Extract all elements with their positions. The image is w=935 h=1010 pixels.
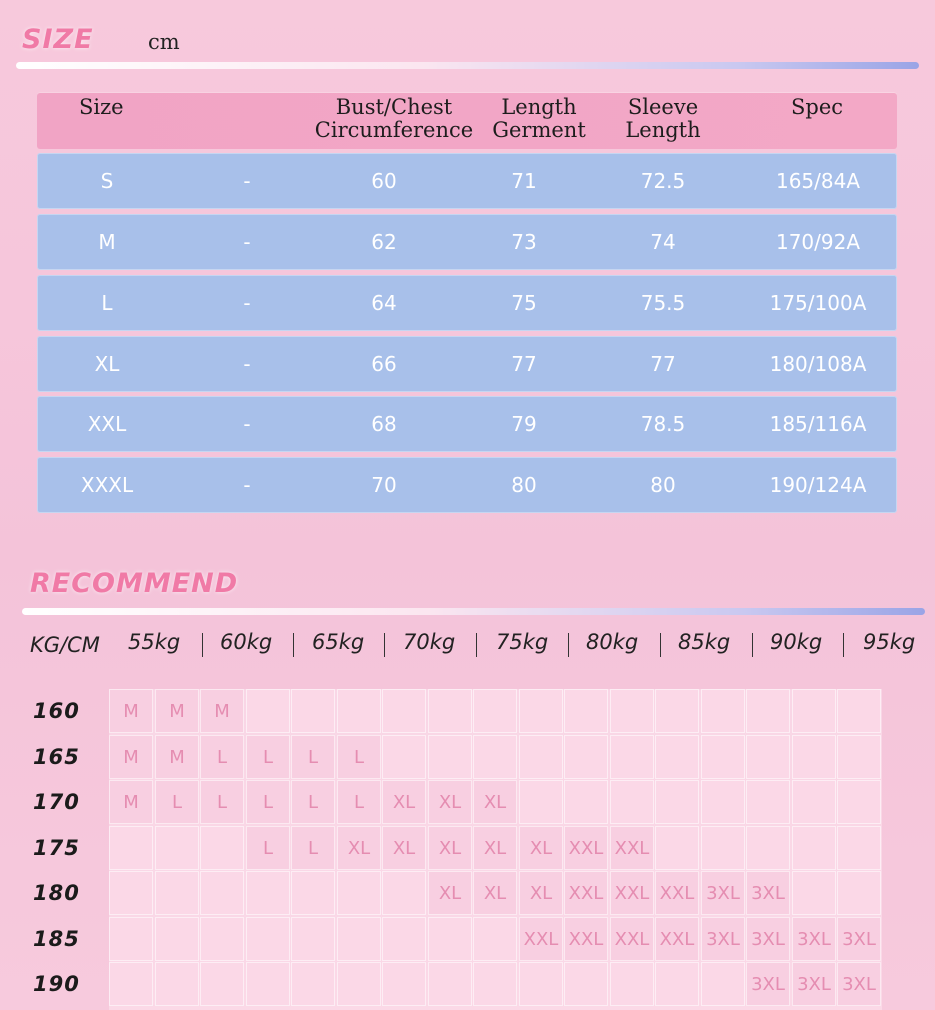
grid-cell [109,962,153,1006]
grid-cell: XL [428,826,472,870]
header-sleeve-line1: Sleeve [627,95,699,119]
grid-cell [291,689,335,733]
grid-cell [473,735,517,779]
grid-cell: L [291,735,335,779]
weight-label: 65kg [312,630,365,654]
cell-sleeve: 74 [650,230,676,254]
header-sleeve-line2: Length [625,118,701,142]
header-length-line2: Germent [492,118,586,142]
cell-dash: - [243,352,251,376]
grid-cell [792,826,836,870]
grid-cell: XXL [610,871,654,915]
cell-bust: 70 [371,473,397,497]
cell-spec: 180/108A [769,352,867,376]
grid-cell [610,780,654,824]
grid-cell: XXL [655,871,699,915]
weight-label: 70kg [403,630,456,654]
grid-cell [200,826,244,870]
grid-cell [200,962,244,1006]
cell-length: 71 [511,169,537,193]
cell-dash: - [243,291,251,315]
grid-cell [746,735,790,779]
grid-cell [428,962,472,1006]
grid-cell [382,735,426,779]
grid-cell [337,962,381,1006]
grid-cell [701,826,745,870]
grid-cell [519,780,563,824]
cell-sleeve: 77 [650,352,676,376]
weight-separator [293,633,294,657]
grid-cell [382,871,426,915]
grid-cell [610,689,654,733]
grid-cell [155,917,199,961]
weight-separator [752,633,753,657]
corner-label: KG/CM [30,633,100,657]
grid-cell [655,735,699,779]
unit-label: cm [148,30,180,54]
size-table-header [37,92,897,149]
grid-cell: XL [428,780,472,824]
grid-cell: XXL [610,917,654,961]
grid-cell [564,962,608,1006]
cell-spec: 170/92A [775,230,861,254]
grid-cell: 3XL [746,871,790,915]
grid-cell [837,871,881,915]
grid-cell [428,917,472,961]
grid-cell: 3XL [837,962,881,1006]
grid-cell [655,689,699,733]
cell-spec: 175/100A [769,291,867,315]
grid-cell: XL [382,826,426,870]
grid-cell: M [155,689,199,733]
grid-cell: L [291,826,335,870]
grid-cell [792,735,836,779]
cell-dash: - [243,473,251,497]
cell-sleeve: 72.5 [640,169,686,193]
weight-header-row [22,630,922,660]
weight-label: 60kg [220,630,273,654]
grid-cell: XL [519,871,563,915]
grid-cell [155,962,199,1006]
grid-cell: L [200,735,244,779]
grid-cell: M [109,689,153,733]
weight-label: 55kg [128,630,181,654]
cell-length: 79 [511,412,537,436]
recommend-section-title: RECOMMEND [30,568,239,599]
grid-cell: XL [428,871,472,915]
grid-cell [291,962,335,1006]
grid-cell [837,826,881,870]
height-label: 170 [33,790,80,814]
grid-cell [564,780,608,824]
size-row [37,275,897,331]
cell-spec: 185/116A [769,412,867,436]
grid-cell: XXL [564,871,608,915]
grid-cell [428,735,472,779]
grid-cell: M [155,735,199,779]
grid-cell [655,826,699,870]
header-length [487,96,591,142]
grid-cell [610,962,654,1006]
grid-cell [473,917,517,961]
grid-cell: L [200,780,244,824]
grid-cell [200,917,244,961]
grid-cell: L [337,780,381,824]
grid-cell [701,780,745,824]
grid-cell: XL [337,826,381,870]
weight-separator [202,633,203,657]
header-bust [309,96,479,142]
grid-cell: M [200,689,244,733]
cell-bust: 60 [371,169,397,193]
header-spec: Spec [790,95,844,119]
cell-spec: 165/84A [775,169,861,193]
cell-size: M [98,230,116,254]
cell-bust: 68 [371,412,397,436]
cell-size: L [101,291,113,315]
grid-cell [746,826,790,870]
grid-cell: XL [382,780,426,824]
grid-cell [792,780,836,824]
grid-cell: L [155,780,199,824]
cell-size: XXL [87,412,127,436]
size-row [37,214,897,270]
grid-cell: XL [473,871,517,915]
height-label: 180 [33,881,80,905]
size-row [37,457,897,513]
header-size: Size [79,95,124,119]
grid-cell [701,735,745,779]
grid-cell [200,871,244,915]
grid-cell [291,917,335,961]
cell-sleeve: 80 [650,473,676,497]
grid-cell: 3XL [746,962,790,1006]
grid-cell [246,689,290,733]
header-length-line1: Length [501,95,577,119]
cell-sleeve: 75.5 [640,291,686,315]
cell-dash: - [243,169,251,193]
weight-separator [843,633,844,657]
grid-cell [473,689,517,733]
cell-bust: 64 [371,291,397,315]
height-label: 185 [33,927,80,951]
grid-cell: XL [473,780,517,824]
grid-cell: L [291,780,335,824]
weight-separator [568,633,569,657]
grid-cell [382,917,426,961]
header-sleeve [613,96,713,142]
grid-cell: 3XL [701,917,745,961]
grid-cell [519,735,563,779]
weight-label: 75kg [496,630,549,654]
cell-length: 73 [511,230,537,254]
grid-cell [746,689,790,733]
cell-sleeve: 78.5 [640,412,686,436]
height-label: 160 [33,699,80,723]
height-label: 175 [33,836,80,860]
grid-cell: 3XL [792,917,836,961]
height-label: 190 [33,972,80,996]
grid-cell [701,962,745,1006]
cell-length: 80 [511,473,537,497]
weight-label: 95kg [863,630,916,654]
height-label: 165 [33,745,80,769]
grid-cell [837,735,881,779]
grid-cell [337,871,381,915]
grid-cell [655,780,699,824]
grid-cell [564,735,608,779]
grid-cell: 3XL [701,871,745,915]
grid-cell: XXL [519,917,563,961]
grid-cell [337,917,381,961]
grid-cell: L [337,735,381,779]
grid-cell: XL [473,826,517,870]
header-bust-line2: Circumference [314,118,474,142]
grid-cell [837,689,881,733]
grid-cell: XXL [564,917,608,961]
cell-bust: 62 [371,230,397,254]
grid-cell [382,962,426,1006]
grid-cell [291,871,335,915]
grid-cell: 3XL [746,917,790,961]
grid-cell: XL [519,826,563,870]
grid-cell [337,689,381,733]
weight-label: 90kg [770,630,823,654]
weight-separator [384,633,385,657]
grid-cell: XXL [610,826,654,870]
size-row [37,336,897,392]
grid-cell [792,871,836,915]
grid-cell [610,735,654,779]
grid-cell: M [109,780,153,824]
grid-cell [246,871,290,915]
size-row [37,153,897,209]
grid-cell [519,962,563,1006]
grid-cell [109,917,153,961]
grid-cell [701,689,745,733]
cell-size: XL [94,352,120,376]
grid-cell: L [246,780,290,824]
grid-cell [246,917,290,961]
grid-cell: XXL [564,826,608,870]
grid-cell [109,826,153,870]
grid-cell [382,689,426,733]
cell-size: XXXL [80,473,134,497]
cell-spec: 190/124A [769,473,867,497]
grid-cell: L [246,826,290,870]
grid-cell: 3XL [792,962,836,1006]
grid-cell [246,962,290,1006]
weight-label: 85kg [678,630,731,654]
cell-bust: 66 [371,352,397,376]
grid-cell [428,689,472,733]
weight-label: 80kg [586,630,639,654]
grid-cell [564,689,608,733]
grid-cell [746,780,790,824]
grid-cell: L [246,735,290,779]
weight-separator [476,633,477,657]
cell-length: 75 [511,291,537,315]
grid-cell [155,871,199,915]
grid-cell [655,962,699,1006]
weight-separator [660,633,661,657]
size-row [37,396,897,452]
grid-cell: XXL [655,917,699,961]
grid-cell [837,780,881,824]
cell-length: 77 [511,352,537,376]
header-bust-line1: Bust/Chest [335,95,453,119]
cell-dash: - [243,412,251,436]
grid-cell [519,689,563,733]
grid-cell: 3XL [837,917,881,961]
grid-cell [109,871,153,915]
size-section-title: SIZE [22,24,94,55]
grid-cell [473,962,517,1006]
grid-cell: M [109,735,153,779]
grid-cell [792,689,836,733]
grid-cell [155,826,199,870]
size-divider [16,62,919,69]
cell-dash: - [243,230,251,254]
recommend-divider [22,608,925,615]
cell-size: S [100,169,114,193]
